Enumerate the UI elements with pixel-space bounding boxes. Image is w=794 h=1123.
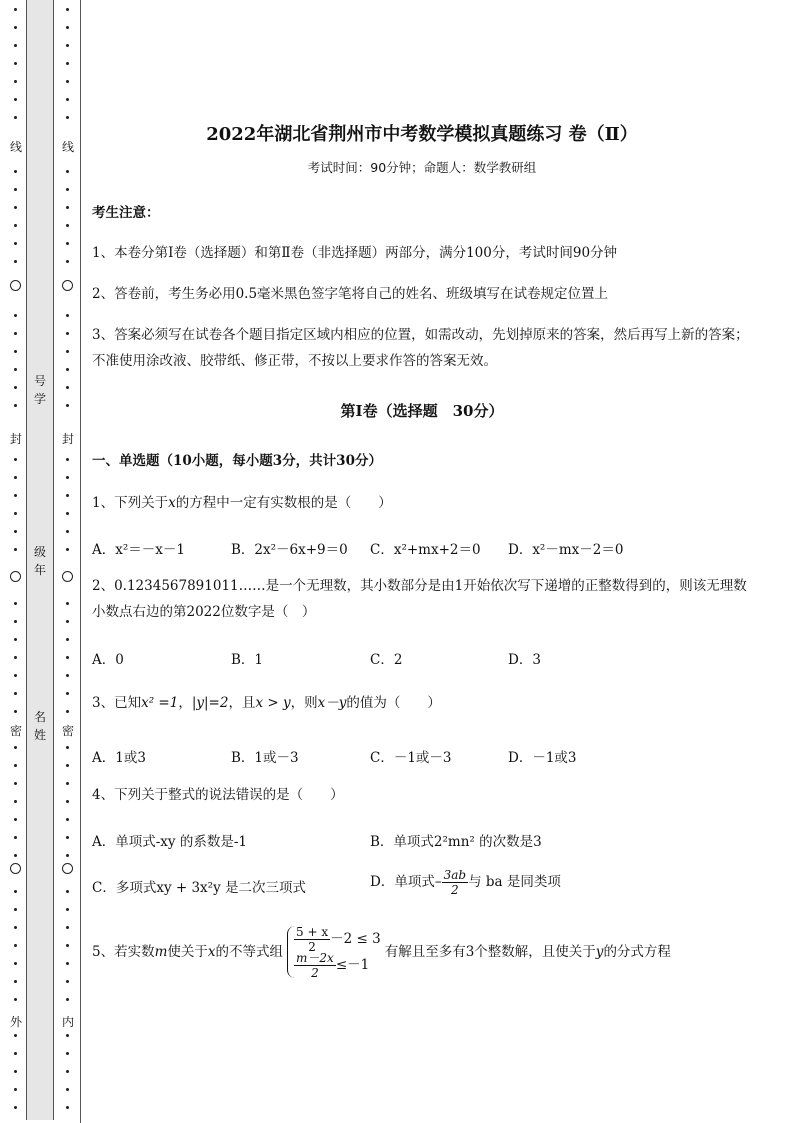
- seal-dot: [14, 44, 17, 47]
- q2-option-d[interactable]: D．3: [508, 652, 541, 668]
- question-4-options-row2: [92, 868, 752, 908]
- seal-dot: [66, 692, 69, 695]
- seal-dot: [66, 98, 69, 101]
- seal-dot: [66, 26, 69, 29]
- seal-dot: [14, 314, 17, 317]
- question-1-stem: [92, 490, 752, 516]
- seal-dot: [66, 8, 69, 11]
- seal-dot: [66, 746, 69, 749]
- inner-seal-char: 内: [62, 1015, 75, 1029]
- seal-dot: [66, 206, 69, 209]
- seal-dot: [14, 692, 17, 695]
- seal-dot: [66, 170, 69, 173]
- outer-seal-char: 外: [10, 1015, 23, 1029]
- seal-dot: [66, 908, 69, 911]
- seal-dot: [14, 710, 17, 713]
- q3-text-5: 的值为（ ）: [346, 695, 441, 711]
- seal-dot: [14, 1106, 17, 1109]
- seal-dot: [14, 188, 17, 191]
- q3-option-c[interactable]: C．－1或－3: [370, 750, 452, 766]
- seal-ring-icon: [10, 571, 21, 582]
- q4-d-suffix: 与 ba 是同类项: [468, 874, 561, 890]
- inner-seal-line: [62, 8, 74, 1123]
- ineq1-fraction: [294, 925, 330, 954]
- q4-d-numerator: 3ab: [443, 868, 467, 882]
- seal-dot: [66, 1088, 69, 1091]
- seal-dot: [14, 116, 17, 119]
- seal-dot: [14, 404, 17, 407]
- question-3-stem: [92, 690, 752, 716]
- seal-dot: [66, 386, 69, 389]
- seal-dot: [66, 44, 69, 47]
- seal-dot: [66, 962, 69, 965]
- field-grade: 级年: [33, 545, 46, 577]
- seal-dot: [14, 602, 17, 605]
- seal-dot: [14, 1052, 17, 1055]
- seal-dot: [66, 602, 69, 605]
- seal-dot: [66, 638, 69, 641]
- seal-dot: [14, 764, 17, 767]
- seal-dot: [14, 674, 17, 677]
- section-heading: 一、单选题（10小题，每小题3分，共计30分）: [92, 453, 382, 469]
- seal-dot: [66, 332, 69, 335]
- seal-dot: [66, 854, 69, 857]
- q2-option-b[interactable]: B．1: [231, 652, 264, 668]
- q1-option-c[interactable]: C．x²+mx+2＝0: [370, 542, 481, 558]
- seal-dot: [66, 1106, 69, 1109]
- seal-dot: [14, 1070, 17, 1073]
- seal-dot: [14, 80, 17, 83]
- student-info-band: [26, 0, 54, 1120]
- margin-rule: [80, 0, 81, 1123]
- inner-seal-char: 线: [62, 140, 75, 154]
- seal-dot: [66, 764, 69, 767]
- question-1-options: [92, 538, 752, 560]
- seal-dot: [14, 1034, 17, 1037]
- ineq2-tail: ≤－1: [335, 957, 370, 973]
- q5-text-5: 的分式方程: [603, 944, 671, 960]
- seal-dot: [14, 530, 17, 533]
- seal-dot: [66, 548, 69, 551]
- seal-dot: [66, 674, 69, 677]
- notice-heading: 考生注意：: [92, 205, 160, 221]
- q5-text-2: 使关于: [167, 944, 208, 960]
- seal-dot: [66, 476, 69, 479]
- q3-expr-3: x > y: [255, 695, 291, 711]
- notice-item-2: 2、答卷前，考生务必用0.5毫米黑色签字笔将自己的姓名、班级填写在试卷规定位置上: [92, 286, 609, 302]
- q5-var-y: y: [595, 944, 604, 960]
- seal-dot: [14, 476, 17, 479]
- q5-text-4: 有解且至多有3个整数解，且使关于: [384, 944, 596, 960]
- seal-dot: [14, 1088, 17, 1091]
- question-2-options: [92, 648, 752, 670]
- q4-d-fraction: [442, 868, 468, 897]
- seal-dot: [14, 548, 17, 551]
- q2-option-a[interactable]: A．0: [92, 652, 124, 668]
- seal-dot: [14, 800, 17, 803]
- q3-option-a[interactable]: A．1或3: [92, 750, 146, 766]
- ineq1-numerator: 5 + x: [296, 924, 329, 939]
- question-4-stem: 4、下列关于整式的说法错误的是（ ）: [92, 787, 344, 803]
- seal-dot: [66, 404, 69, 407]
- notice-item-3: 3、答案必须写在试卷各个题目指定区域内相应的位置，如需改动，先划掉原来的答案，然后再写上新的答案；不准使用涂改液、胶带纸、修正带，不按以上要求作答的答案无效。: [92, 327, 749, 369]
- seal-dot: [14, 890, 17, 893]
- seal-ring-icon: [62, 280, 73, 291]
- seal-dot: [66, 80, 69, 83]
- q4-option-c[interactable]: C．多项式xy + 3x²y 是二次三项式: [92, 880, 306, 896]
- question-2-stem: 2、0.1234567891011……是一个无理数，其小数部分是由1开始依次写下递增的正整数得到的，则该无理数小数点右边的第2022位数字是（ ）: [92, 578, 747, 620]
- q3-expr-1: x² =1: [141, 695, 179, 711]
- seal-dot: [14, 332, 17, 335]
- q4-option-b[interactable]: B．单项式2²mn² 的次数是3: [370, 834, 542, 850]
- seal-dot: [66, 818, 69, 821]
- seal-dot: [66, 980, 69, 983]
- q3-expr-4: x－y: [317, 695, 347, 711]
- q3-text-4: ，则: [290, 695, 318, 711]
- seal-dot: [14, 98, 17, 101]
- q1-text-b: 的方程中一定有实数根的是（ ）: [175, 495, 392, 511]
- inequality-row-2: [294, 952, 381, 978]
- seal-dot: [14, 926, 17, 929]
- seal-dot: [66, 368, 69, 371]
- inequality-row-1: [294, 926, 381, 952]
- seal-dot: [14, 854, 17, 857]
- q1-option-d[interactable]: D．x²－mx－2＝0: [508, 542, 624, 558]
- seal-dot: [66, 836, 69, 839]
- question-3-options: [92, 746, 752, 768]
- binding-margin: [0, 0, 82, 1123]
- seal-dot: [14, 962, 17, 965]
- q3-text-1: 3、已知: [92, 695, 142, 711]
- seal-dot: [14, 656, 17, 659]
- seal-ring-icon: [10, 280, 21, 291]
- inner-seal-char: 密: [62, 724, 75, 738]
- outer-seal-char: 密: [10, 724, 23, 738]
- seal-dot: [66, 458, 69, 461]
- seal-dot: [66, 926, 69, 929]
- seal-dot: [14, 782, 17, 785]
- seal-ring-icon: [10, 863, 21, 874]
- seal-dot: [66, 800, 69, 803]
- seal-dot: [14, 494, 17, 497]
- seal-dot: [14, 620, 17, 623]
- seal-dot: [66, 944, 69, 947]
- q3-text-2: ，: [178, 695, 192, 711]
- seal-dot: [66, 260, 69, 263]
- seal-dot: [66, 188, 69, 191]
- q5-text-3: 的不等式组: [215, 944, 284, 960]
- seal-dot: [14, 818, 17, 821]
- seal-dot: [14, 350, 17, 353]
- q3-text-3: ，且: [228, 695, 256, 711]
- ineq2-numerator: m－2x: [296, 950, 334, 965]
- q5-text-1: 5、若实数: [92, 944, 155, 960]
- inequality-system: [287, 926, 381, 978]
- seal-dot: [14, 512, 17, 515]
- seal-dot: [14, 638, 17, 641]
- seal-dot: [66, 656, 69, 659]
- seal-dot: [14, 170, 17, 173]
- ineq2-fraction: [294, 951, 336, 980]
- seal-dot: [14, 26, 17, 29]
- q1-option-a[interactable]: A．x²＝－x－1: [92, 542, 185, 558]
- seal-dot: [14, 386, 17, 389]
- inner-seal-char: 封: [62, 432, 75, 446]
- question-4-options-row1: [92, 830, 752, 852]
- outer-seal-line: [10, 8, 22, 1123]
- seal-dot: [14, 458, 17, 461]
- seal-dot: [14, 746, 17, 749]
- q3-option-d[interactable]: D．－1或3: [508, 750, 577, 766]
- seal-dot: [66, 224, 69, 227]
- seal-dot: [66, 314, 69, 317]
- seal-dot: [14, 836, 17, 839]
- seal-dot: [14, 368, 17, 371]
- q3-option-b[interactable]: B．1或－3: [231, 750, 299, 766]
- seal-dot: [14, 224, 17, 227]
- seal-dot: [14, 998, 17, 1001]
- field-student-number: 号学: [33, 374, 46, 406]
- q4-d-denominator: 2: [451, 883, 459, 897]
- seal-dot: [66, 890, 69, 893]
- seal-dot: [66, 116, 69, 119]
- seal-dot: [14, 944, 17, 947]
- seal-dot: [14, 206, 17, 209]
- seal-dot: [66, 782, 69, 785]
- q1-option-b[interactable]: B．2x²－6x+9＝0: [231, 542, 348, 558]
- q4-d-prefix: D．单项式: [370, 874, 435, 890]
- q5-var-x: x: [207, 944, 216, 960]
- ineq1-tail: －2 ≤ 3: [330, 931, 381, 947]
- q4-d-minus: –: [434, 874, 442, 890]
- seal-dot: [66, 494, 69, 497]
- seal-dot: [66, 530, 69, 533]
- seal-ring-icon: [62, 571, 73, 582]
- q4-option-d[interactable]: [370, 868, 561, 897]
- seal-dot: [66, 1070, 69, 1073]
- seal-dot: [66, 1034, 69, 1037]
- outer-seal-char: 线: [10, 140, 23, 154]
- q3-expr-2: |y|=2: [191, 695, 229, 711]
- seal-dot: [14, 260, 17, 263]
- seal-dot: [14, 8, 17, 11]
- q2-option-c[interactable]: C．2: [370, 652, 403, 668]
- seal-dot: [14, 980, 17, 983]
- seal-dot: [66, 350, 69, 353]
- seal-dot: [14, 242, 17, 245]
- notice-item-1: 1、本卷分第Ⅰ卷（选择题）和第Ⅱ卷（非选择题）两部分，满分100分，考试时间90分钟: [92, 245, 618, 261]
- question-5-stem: [92, 926, 752, 978]
- q5-var-m: m: [154, 944, 168, 960]
- q4-option-a[interactable]: A．单项式-xy 的系数是-1: [92, 834, 247, 850]
- seal-dot: [66, 620, 69, 623]
- seal-dot: [66, 710, 69, 713]
- seal-ring-icon: [62, 863, 73, 874]
- q1-var: x: [168, 495, 176, 511]
- seal-dot: [14, 62, 17, 65]
- field-name: 名姓: [33, 710, 46, 742]
- seal-dot: [66, 998, 69, 1001]
- ineq2-denominator: 2: [311, 965, 319, 980]
- seal-dot: [66, 62, 69, 65]
- outer-seal-char: 封: [10, 432, 23, 446]
- seal-dot: [66, 1052, 69, 1055]
- ineq1-denominator: 2: [308, 939, 316, 954]
- page-title: 2022年湖北省荆州市中考数学模拟真题练习 卷（Ⅱ）: [206, 124, 638, 145]
- seal-dot: [66, 512, 69, 515]
- part-title: 第Ⅰ卷（选择题 30分）: [340, 402, 504, 420]
- seal-dot: [66, 242, 69, 245]
- page-subtitle: 考试时间：90分钟；命题人：数学教研组: [307, 160, 537, 175]
- q1-text-a: 1、下列关于: [92, 495, 169, 511]
- seal-dot: [14, 908, 17, 911]
